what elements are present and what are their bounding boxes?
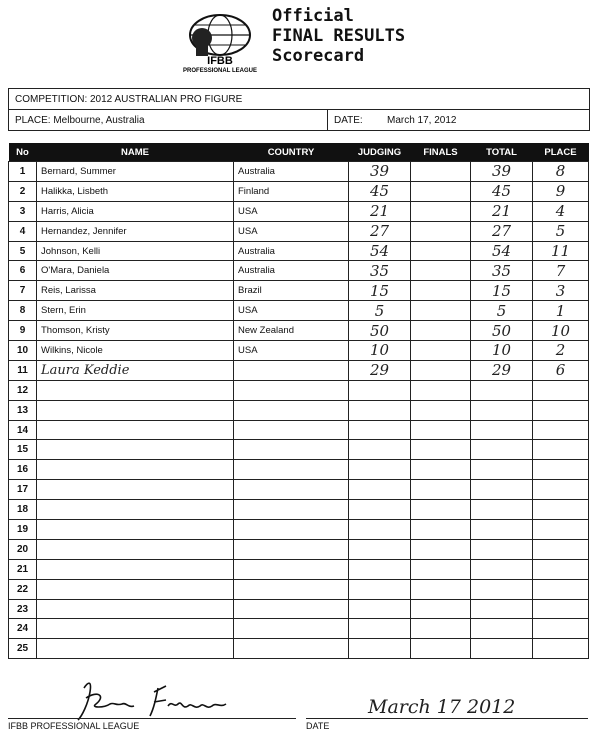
table-row [9,400,589,420]
cell-total [471,579,533,599]
col-country: COUNTRY [234,143,349,162]
cell-no: 22 [9,579,37,599]
cell-judging [349,400,411,420]
cell-judging [349,440,411,460]
cell-country: Brazil [234,281,349,301]
title-line-1: Official [272,6,354,26]
cell-no: 15 [9,440,37,460]
table-row [9,579,589,599]
cell-judging: 35 [349,261,411,281]
cell-country [234,500,349,520]
cell-judging [349,460,411,480]
cell-total [471,599,533,619]
cell-no: 19 [9,520,37,540]
cell-finals [411,480,471,500]
cell-name [37,619,234,639]
cell-no: 21 [9,559,37,579]
cell-finals [411,400,471,420]
cell-country: Finland [234,181,349,201]
cell-country [234,579,349,599]
cell-country [234,559,349,579]
cell-name: Harris, Alicia [37,201,234,221]
table-row [9,440,589,460]
table-row [9,281,589,301]
cell-place: 7 [533,261,589,281]
cell-place [533,539,589,559]
cell-judging [349,579,411,599]
cell-country [234,460,349,480]
cell-finals [411,360,471,380]
cell-name: Thomson, Kristy [37,321,234,341]
cell-name [37,460,234,480]
cell-place [533,639,589,659]
cell-no: 18 [9,500,37,520]
cell-name: Bernard, Summer [37,162,234,182]
cell-place [533,579,589,599]
cell-name [37,480,234,500]
cell-name: O'Mara, Daniela [37,261,234,281]
table-row [9,360,589,380]
cell-no: 17 [9,480,37,500]
cell-name [37,500,234,520]
cell-judging [349,380,411,400]
cell-country: New Zealand [234,321,349,341]
cell-finals [411,162,471,182]
cell-place: 9 [533,181,589,201]
place-text: PLACE: Melbourne, Australia [15,114,145,126]
cell-country [234,480,349,500]
cell-name [37,520,234,540]
signature-label: IFBB PROFESSIONAL LEAGUE [8,721,140,731]
cell-name [37,579,234,599]
cell-country [234,440,349,460]
cell-total [471,380,533,400]
cell-judging [349,639,411,659]
cell-judging [349,599,411,619]
cell-country [234,599,349,619]
cell-country: Australia [234,261,349,281]
cell-place [533,380,589,400]
cell-country [234,400,349,420]
cell-total: 15 [471,281,533,301]
cell-no: 8 [9,301,37,321]
cell-name [37,639,234,659]
logo-subtext: PROFESSIONAL LEAGUE [183,68,257,74]
cell-finals [411,221,471,241]
table-row [9,241,589,261]
cell-country: USA [234,221,349,241]
cell-no: 2 [9,181,37,201]
cell-place [533,520,589,540]
table-row [9,500,589,520]
table-row [9,480,589,500]
cell-judging: 29 [349,360,411,380]
cell-no: 5 [9,241,37,261]
cell-judging [349,539,411,559]
cell-total [471,440,533,460]
cell-no: 3 [9,201,37,221]
cell-place: 1 [533,301,589,321]
col-total: TOTAL [471,143,533,162]
cell-place: 4 [533,201,589,221]
table-row [9,619,589,639]
cell-judging: 39 [349,162,411,182]
cell-place: 2 [533,341,589,361]
cell-total: 50 [471,321,533,341]
cell-judging: 50 [349,321,411,341]
cell-total [471,639,533,659]
cell-judging [349,420,411,440]
cell-place [533,440,589,460]
cell-country: USA [234,301,349,321]
cell-no: 25 [9,639,37,659]
cell-finals [411,321,471,341]
cell-name [37,440,234,460]
table-row [9,321,589,341]
cell-name [37,380,234,400]
cell-no: 14 [9,420,37,440]
cell-total [471,520,533,540]
cell-finals [411,201,471,221]
cell-name [37,599,234,619]
cell-no: 20 [9,539,37,559]
cell-judging [349,500,411,520]
cell-finals [411,241,471,261]
cell-total [471,420,533,440]
cell-no: 10 [9,341,37,361]
cell-place [533,599,589,619]
table-row [9,420,589,440]
cell-place [533,480,589,500]
place-date-row [9,110,589,130]
cell-finals [411,261,471,281]
footer-date-label: DATE [306,721,330,731]
table-row [9,341,589,361]
cell-judging [349,559,411,579]
cell-name: Halikka, Lisbeth [37,181,234,201]
cell-finals [411,281,471,301]
cell-name [37,420,234,440]
results-table [8,143,589,659]
cell-name [37,559,234,579]
cell-finals [411,520,471,540]
cell-name: Laura Keddie [37,360,234,380]
cell-judging: 45 [349,181,411,201]
cell-total: 5 [471,301,533,321]
cell-total: 29 [471,360,533,380]
cell-judging: 27 [349,221,411,241]
table-row [9,181,589,201]
title-line-2: FINAL RESULTS [272,26,406,46]
cell-place [533,400,589,420]
cell-total: 21 [471,201,533,221]
cell-total [471,500,533,520]
cell-place [533,460,589,480]
cell-no: 24 [9,619,37,639]
table-row [9,599,589,619]
cell-total: 39 [471,162,533,182]
cell-country [234,619,349,639]
cell-place: 6 [533,360,589,380]
cell-country [234,380,349,400]
cell-country [234,520,349,540]
cell-place: 10 [533,321,589,341]
cell-country [234,360,349,380]
table-row [9,301,589,321]
table-row [9,639,589,659]
cell-judging [349,480,411,500]
cell-country [234,639,349,659]
table-row [9,201,589,221]
cell-name: Reis, Larissa [37,281,234,301]
cell-place [533,500,589,520]
table-row [9,520,589,540]
page-title [272,6,405,66]
cell-total: 35 [471,261,533,281]
table-row [9,162,589,182]
col-no: No [9,143,37,162]
cell-total: 54 [471,241,533,261]
table-row [9,221,589,241]
cell-place [533,420,589,440]
cell-finals [411,579,471,599]
cell-country: USA [234,201,349,221]
cell-place [533,619,589,639]
cell-total [471,539,533,559]
cell-no: 23 [9,599,37,619]
date-value: March 17, 2012 [387,114,457,126]
cell-judging [349,619,411,639]
cell-no: 7 [9,281,37,301]
cell-name: Stern, Erin [37,301,234,321]
signature [70,678,240,722]
cell-no: 6 [9,261,37,281]
cell-place: 11 [533,241,589,261]
ifbb-logo [172,8,268,74]
cell-finals [411,181,471,201]
cell-total: 45 [471,181,533,201]
cell-no: 13 [9,400,37,420]
cell-total [471,460,533,480]
cell-total [471,480,533,500]
table-row [9,559,589,579]
logo-text: IFBB [207,55,233,67]
cell-no: 4 [9,221,37,241]
signature-line [8,718,296,719]
cell-finals [411,639,471,659]
cell-place [533,559,589,579]
cell-judging: 21 [349,201,411,221]
col-place: PLACE [533,143,589,162]
col-name: NAME [37,143,234,162]
cell-no: 16 [9,460,37,480]
cell-place: 3 [533,281,589,301]
cell-judging [349,520,411,540]
col-judging: JUDGING [349,143,411,162]
cell-finals [411,599,471,619]
cell-place: 5 [533,221,589,241]
cell-country [234,420,349,440]
cell-total [471,400,533,420]
cell-no: 9 [9,321,37,341]
competition-info-box [8,88,590,131]
handwritten-date: March 17 2012 [368,696,516,718]
cell-judging: 5 [349,301,411,321]
cell-judging: 54 [349,241,411,261]
cell-country [234,539,349,559]
cell-country: Australia [234,162,349,182]
cell-finals [411,380,471,400]
cell-finals [411,440,471,460]
cell-country: USA [234,341,349,361]
table-row [9,380,589,400]
cell-name: Wilkins, Nicole [37,341,234,361]
cell-finals [411,559,471,579]
cell-name [37,539,234,559]
cell-total: 27 [471,221,533,241]
cell-place: 8 [533,162,589,182]
col-finals: FINALS [411,143,471,162]
cell-finals [411,539,471,559]
cell-total: 10 [471,341,533,361]
cell-finals [411,341,471,361]
cell-no: 12 [9,380,37,400]
cell-finals [411,420,471,440]
cell-name [37,400,234,420]
table-row [9,539,589,559]
cell-country: Australia [234,241,349,261]
table-header [9,143,589,162]
date-line [306,718,588,719]
date-label: DATE: [327,110,394,130]
title-line-3: Scorecard [272,46,365,66]
cell-name: Hernandez, Jennifer [37,221,234,241]
cell-no: 11 [9,360,37,380]
cell-name: Johnson, Kelli [37,241,234,261]
cell-finals [411,619,471,639]
cell-finals [411,500,471,520]
cell-no: 1 [9,162,37,182]
table-row [9,261,589,281]
cell-finals [411,301,471,321]
competition-text: COMPETITION: 2012 AUSTRALIAN PRO FIGURE [15,93,243,105]
competition-row [9,89,589,110]
cell-total [471,619,533,639]
cell-judging: 15 [349,281,411,301]
cell-total [471,559,533,579]
cell-finals [411,460,471,480]
cell-judging: 10 [349,341,411,361]
table-row [9,460,589,480]
